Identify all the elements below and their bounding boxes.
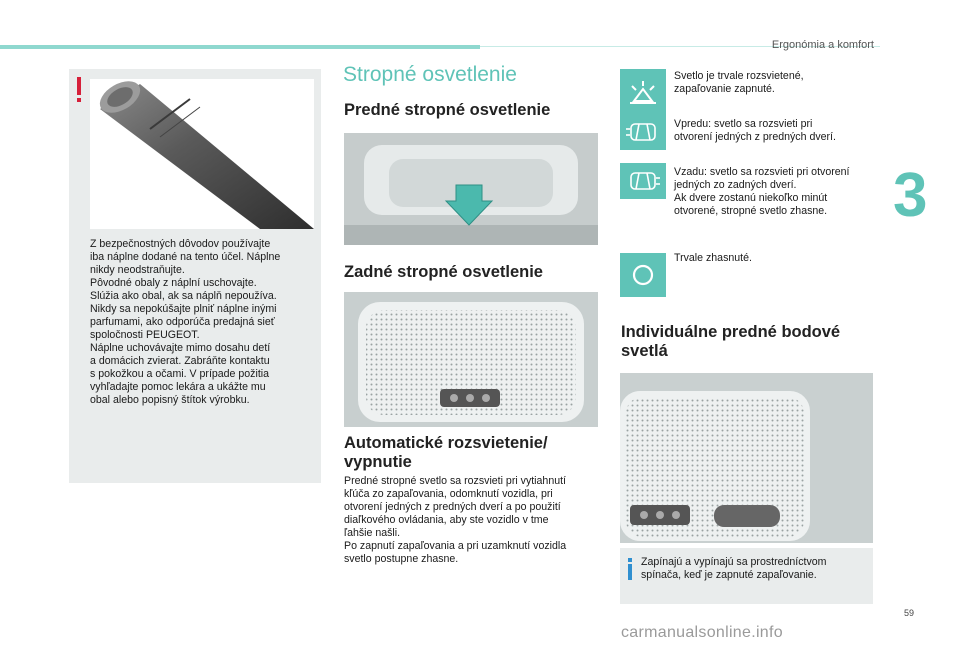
info-icon (627, 558, 633, 580)
chapter-number: 3 (893, 161, 928, 230)
footer-watermark: carmanualsonline.info (621, 624, 783, 641)
mode-front-text: Vpredu: svetlo sa rozsvieti pri otvorení jedných z predných dverí. (674, 118, 836, 143)
perfume-cartridge-image (90, 79, 314, 229)
spot-heading: Individuálne predné bodové svetlá (621, 323, 841, 360)
section-title: Stropné osvetlenie (343, 63, 517, 86)
spot-light-image (620, 373, 873, 543)
front-light-image (344, 133, 598, 245)
info-text: Zapínajú a vypínajú sa prostredníctvom spínača, keď je zapnuté zapaľovanie. (641, 556, 827, 581)
mode-off-text: Trvale zhasnuté. (674, 252, 752, 264)
page-number: 59 (904, 608, 915, 618)
auto-text: Predné stropné svetlo sa rozsvieti pri vytiahnutí kľúča zo zapaľovania, odomknutí vozidla, pri otvorení jedných z predných dverí a po použití diaľkového ovládania, aby ste vozidlo v tme ľahšie našli. Po zapnutí zapaľovania a pri uzamknutí vozidla svetlo postupne zhasne. (344, 475, 567, 565)
mode-rear-text: Vzadu: svetlo sa rozsvieti pri otvorení jedných zo zadných dverí. Ak dvere zostanú niekoľko minút otvorené, stropné svetlo zhasne. (674, 166, 850, 217)
warning-text: Z bezpečnostných dôvodov používajte iba náplne dodané na tento účel. Náplne nikdy neodstraňujte. Pôvodné obaly z náplní uschovajte. Slúžia ako obal, ak sa náplň nepoužíva. Nikdy sa nepokúšajte plniť náplne inými parfumami, ako odporúča predajná sieť spoločnosti PEUGEOT. Náplne uchovávajte mimo dosahu detí a domácich zvierat. Zabráňte kontaktu s pokožkou a očami. V prípade požitia vyhľadajte pomoc lekára a ukážte mu obal alebo popisný štítok výrobku. (90, 238, 281, 406)
front-heading: Predné stropné osvetlenie (344, 101, 551, 119)
rear-heading: Zadné stropné osvetlenie (344, 263, 543, 281)
auto-heading: Automatické rozsvietenie/ vypnutie (344, 434, 548, 471)
rear-door-icon (620, 163, 666, 199)
warning-icon (76, 77, 82, 103)
front-door-icon (620, 114, 666, 150)
rear-light-image (344, 292, 598, 427)
lamp-on-icon (620, 69, 666, 115)
off-circle-icon (620, 253, 666, 297)
header-title: Ergonómia a komfort (771, 39, 874, 51)
header-bar (0, 45, 480, 49)
mode-on-text: Svetlo je trvale rozsvietené, zapaľovanie zapnuté. (674, 70, 804, 95)
